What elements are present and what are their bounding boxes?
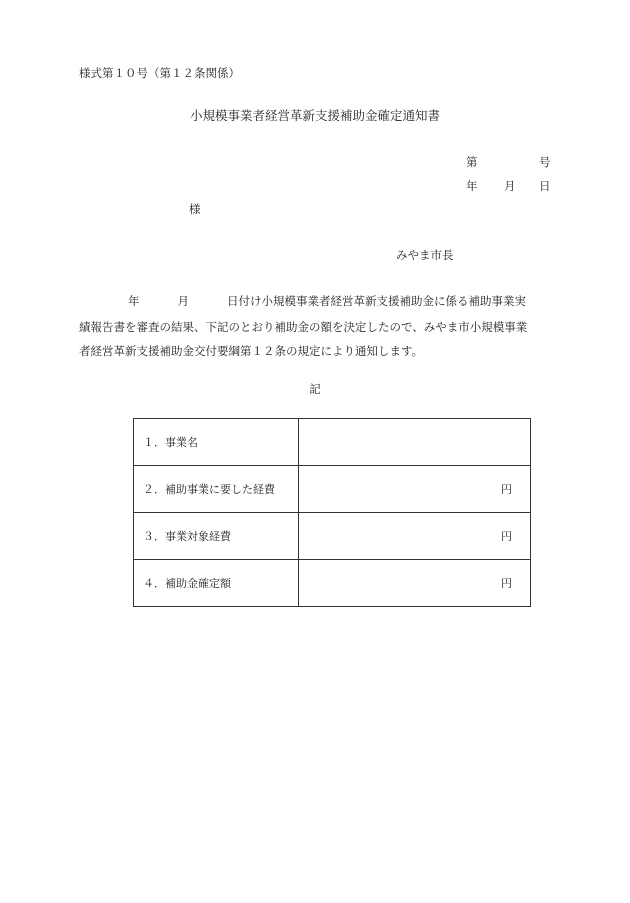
row-label: ４．補助金確定額 <box>134 560 299 607</box>
document-number-suffix: 号 <box>539 155 551 169</box>
row-value <box>299 419 531 466</box>
row-value: 円 <box>299 560 531 607</box>
table-row <box>134 513 531 560</box>
table-row <box>134 419 531 466</box>
date-day-label: 日 <box>539 179 551 193</box>
body-year-label: 年 <box>128 294 140 308</box>
row-value: 円 <box>299 513 531 560</box>
ki-heading: 記 <box>309 382 321 396</box>
date-year-label: 年 <box>466 179 478 193</box>
form-number: 様式第１０号（第１２条関係） <box>79 66 240 80</box>
body-line-3: 者経営革新支援補助金交付要綱第１２条の規定により通知します。 <box>79 344 424 358</box>
body-month-label: 月 <box>177 294 189 308</box>
body-line-1 <box>79 296 526 308</box>
date-month-label: 月 <box>504 179 516 193</box>
sender-name: みやま市長 <box>396 248 454 262</box>
detail-table <box>133 418 531 607</box>
document-number-prefix: 第 <box>466 155 478 169</box>
row-label: ２．補助事業に要した経費 <box>134 466 299 513</box>
addressee-suffix: 様 <box>189 202 201 216</box>
table-row <box>134 466 531 513</box>
row-label: ３．事業対象経費 <box>134 513 299 560</box>
row-label: １．事業名 <box>134 419 299 466</box>
body-line-2: 績報告書を審査の結果、下記のとおり補助金の額を決定したので、みやま市小規模事業 <box>79 320 528 334</box>
body-line-1-text: 日付け小規模事業者経営革新支援補助金に係る補助事業実 <box>227 294 526 308</box>
document-title: 小規模事業者経営革新支援補助金確定通知書 <box>189 108 440 123</box>
row-value: 円 <box>299 466 531 513</box>
table-row <box>134 560 531 607</box>
